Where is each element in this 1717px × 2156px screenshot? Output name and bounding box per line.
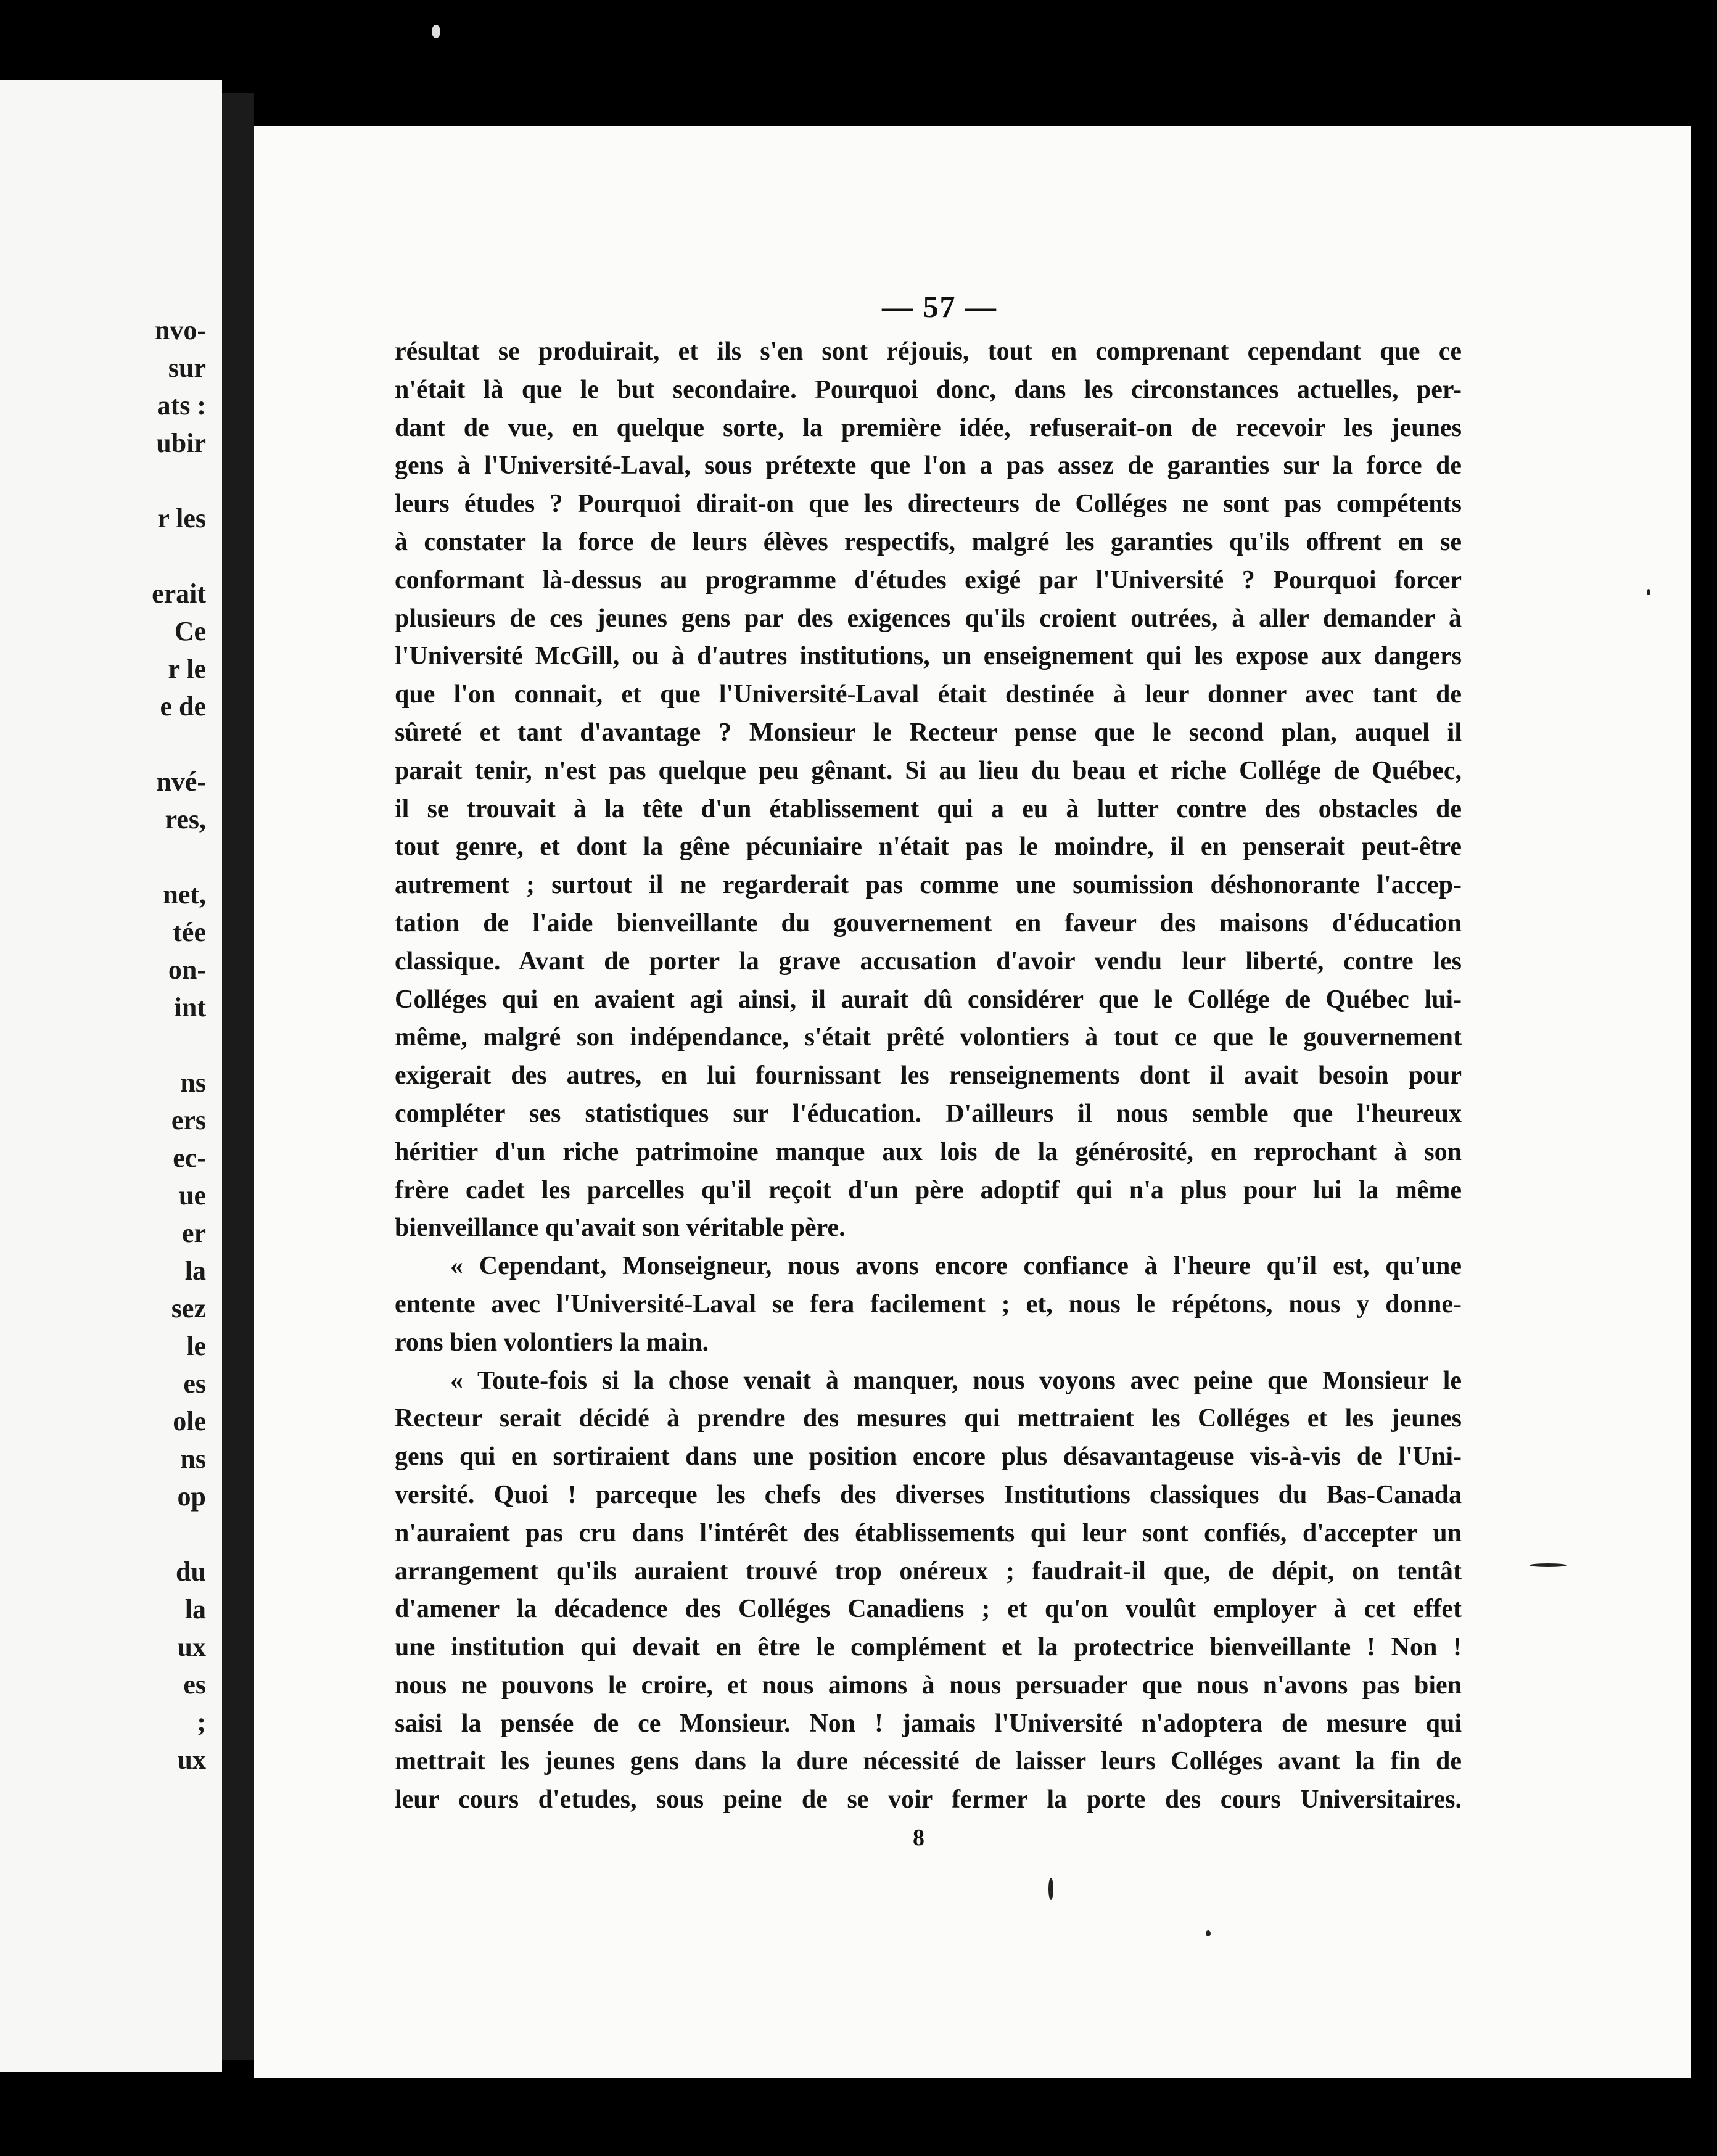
text-line: frère cadet les parcelles qu'il reçoit d'un père adoptif qui n'a plus pour lui la même	[395, 1175, 1462, 1204]
left-fragment-line: sez	[171, 1293, 206, 1323]
text-line: n'était là que le but secondaire. Pourquoi donc, dans les circonstances actuelles, per-	[395, 375, 1462, 404]
left-fragment-line: ns	[180, 1444, 206, 1474]
left-fragment-line: sur	[168, 353, 206, 383]
scan-speck	[1206, 1930, 1211, 1936]
scan-speck	[1647, 589, 1650, 595]
text-line: autrement ; surtout il ne regarderait pas comme une soumission déshonorante l'accep-	[395, 871, 1462, 900]
text-line: une institution qui devait en être le complément et la protectrice bienveillante ! Non !	[395, 1633, 1462, 1662]
left-fragment-line: le	[186, 1331, 206, 1361]
text-line: Colléges qui en avaient agi ainsi, il aurait dû considérer que le Collége de Québec lui-	[395, 985, 1462, 1014]
left-fragment-line: nvé-	[156, 767, 206, 797]
left-fragment-line: es	[183, 1669, 206, 1700]
text-line: exigerait des autres, en lui fournissant les renseignements dont il avait besoin pour	[395, 1061, 1462, 1090]
book-gutter	[222, 93, 254, 2060]
left-page-text-fragments	[152, 311, 206, 1779]
left-fragment-line	[152, 1026, 206, 1064]
text-line: bienveillance qu'avait son véritable père.	[395, 1214, 846, 1243]
left-fragment-line: ers	[171, 1105, 206, 1135]
left-fragment-line: Ce	[174, 616, 206, 646]
left-fragment-line: net,	[163, 879, 206, 910]
text-line: résultat se produirait, et ils s'en sont réjouis, tout en comprenant cependant que ce	[395, 337, 1462, 366]
left-fragment-line: ue	[179, 1180, 206, 1211]
left-fragment-line: op	[177, 1481, 206, 1512]
text-line: leurs études ? Pourquoi dirait-on que les directeurs de Colléges ne sont pas compétents	[395, 490, 1462, 519]
text-line: l'Université McGill, ou à d'autres institutions, un enseignement qui les expose aux dangers	[395, 642, 1462, 671]
left-fragment-line: ats :	[157, 390, 206, 421]
text-line: conformant là-dessus au programme d'études exigé par l'Université ? Pourquoi forcer	[395, 566, 1462, 595]
body-text	[395, 333, 1462, 1819]
text-line: plusieurs de ces jeunes gens par des exigences qu'ils croient outrées, à aller demander à	[395, 604, 1462, 633]
text-line: leur cours d'etudes, sous peine de se voir fermer la porte des cours Universitaires.	[395, 1785, 1462, 1814]
signature-mark: 8	[913, 1825, 924, 1851]
left-fragment-line: ec-	[173, 1143, 206, 1173]
left-fragment-line: ux	[177, 1632, 206, 1662]
left-fragment-line: la	[184, 1594, 206, 1624]
text-line: à constater la force de leurs élèves respectifs, malgré les garanties qu'ils offrent en se	[395, 527, 1462, 556]
left-fragment-line: tée	[173, 917, 206, 947]
text-line: compléter ses statistiques sur l'éducation. D'ailleurs il nous semble que l'heureux	[395, 1099, 1462, 1128]
text-line: Recteur serait décidé à prendre des mesures qui mettraient les Colléges et les jeunes	[395, 1404, 1462, 1433]
text-line: arrangement qu'ils auraient trouvé trop onéreux ; faudrait-il que, de dépit, on tentât	[395, 1557, 1462, 1586]
text-line: n'auraient pas cru dans l'intérêt des établissements qui leur sont confiés, d'accepter un	[395, 1518, 1462, 1547]
text-line: entente avec l'Université-Laval se fera facilement ; et, nous le répétons, nous y donne-	[395, 1290, 1462, 1319]
left-fragment-line: e de	[160, 691, 206, 722]
left-page	[0, 80, 222, 2072]
text-line: classique. Avant de porter la grave accusation d'avoir vendu leur liberté, contre les	[395, 947, 1462, 976]
page-number: — 57 —	[882, 289, 997, 324]
left-fragment-line: ole	[173, 1406, 206, 1436]
text-line: nous ne pouvons le croire, et nous aimons à nous persuader que nous n'avons pas bien	[395, 1671, 1462, 1700]
text-line: sûreté et tant d'avantage ? Monsieur le Recteur pense que le second plan, auquel il	[395, 718, 1462, 747]
left-fragment-line: res,	[165, 804, 206, 834]
left-fragment-line: int	[174, 992, 206, 1022]
text-line: tout genre, et dont la gêne pécuniaire n'était pas le moindre, il en penserait peut-être	[395, 833, 1462, 862]
left-fragment-line	[152, 537, 206, 575]
left-fragment-line: la	[184, 1256, 206, 1286]
left-fragment-line: du	[176, 1557, 206, 1587]
text-line: il se trouvait à la tête d'un établissement qui a eu à lutter contre des obstacles de	[395, 794, 1462, 823]
left-fragment-line: erait	[152, 578, 206, 609]
left-fragment-line	[152, 462, 206, 500]
text-line: rons bien volontiers la main.	[395, 1328, 709, 1357]
left-fragment-line	[152, 838, 206, 876]
text-line: parait tenir, n'est pas quelque peu gênant. Si au lieu du beau et riche Collége de Québec,	[395, 756, 1462, 785]
text-line: gens qui en sortiraient dans une position encore plus désavantageuse vis-à-vis de l'Uni-	[395, 1442, 1462, 1471]
text-line: mettrait les jeunes gens dans la dure nécessité de laisser leurs Colléges avant la fin de	[395, 1747, 1462, 1776]
left-fragment-line: er	[181, 1218, 206, 1248]
text-line: que l'on connait, et que l'Université-Laval était destinée à leur donner avec tant de	[395, 680, 1462, 709]
left-fragment-line: r les	[157, 503, 206, 533]
text-line: même, malgré son indépendance, s'était prêté volontiers à tout ce que le gouvernement	[395, 1023, 1462, 1052]
left-fragment-line	[152, 1515, 206, 1553]
left-fragment-line: on-	[168, 955, 206, 985]
left-fragment-line: r le	[168, 654, 206, 684]
scan-speck	[1048, 1878, 1053, 1900]
left-fragment-line: ubir	[156, 428, 206, 458]
left-fragment-line: es	[183, 1368, 206, 1399]
scan-speck	[432, 25, 440, 38]
text-line: d'amener la décadence des Colléges Canadiens ; et qu'on voulût employer à cet effet	[395, 1595, 1462, 1624]
text-line: saisi la pensée de ce Monsieur. Non ! jamais l'Université n'adoptera de mesure qui	[395, 1709, 1462, 1738]
left-fragment-line: ns	[180, 1068, 206, 1098]
left-fragment-line: nvo-	[154, 315, 206, 345]
text-line: « Toute-fois si la chose venait à manquer, nous voyons avec peine que Monsieur le	[450, 1366, 1462, 1395]
left-fragment-line: ;	[197, 1707, 206, 1737]
text-line: « Cependant, Monseigneur, nous avons encore confiance à l'heure qu'il est, qu'une	[450, 1252, 1462, 1281]
text-line: versité. Quoi ! parceque les chefs des diverses Institutions classiques du Bas-Canada	[395, 1480, 1462, 1509]
text-line: tation de l'aide bienveillante du gouvernement en faveur des maisons d'éducation	[395, 908, 1462, 937]
scan-speck	[1530, 1563, 1567, 1567]
text-line: gens à l'Université-Laval, sous prétexte que l'on a pas assez de garanties sur la force de	[395, 451, 1462, 480]
left-fragment-line	[152, 725, 206, 763]
text-line: dant de vue, en quelque sorte, la première idée, refuserait-on de recevoir les jeunes	[395, 413, 1462, 442]
left-fragment-line: ux	[177, 1745, 206, 1775]
text-line: héritier d'un riche patrimoine manque aux lois de la générosité, en reprochant à son	[395, 1137, 1462, 1166]
